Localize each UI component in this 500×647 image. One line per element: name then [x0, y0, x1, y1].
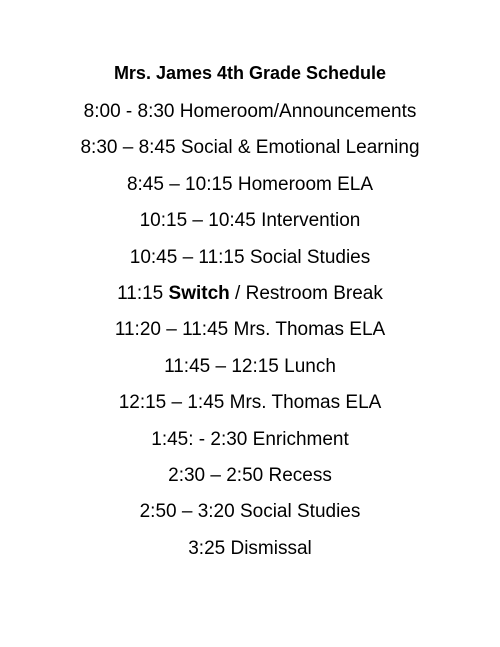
schedule-item-enrichment: 1:45: - 2:30 Enrichment: [151, 428, 349, 450]
schedule-item-mrs-thomas-ela-2: 12:15 – 1:45 Mrs. Thomas ELA: [118, 392, 382, 414]
schedule-item-social-studies-afternoon: 2:50 – 3:20 Social Studies: [139, 501, 361, 523]
switch-label: Switch: [168, 282, 230, 304]
schedule-item-intervention: 10:15 – 10:45 Intervention: [139, 210, 361, 232]
schedule-item-social-emotional-learning: 8:30 – 8:45 Social & Emotional Learning: [80, 137, 420, 159]
page-title: Mrs. James 4th Grade Schedule: [113, 63, 387, 83]
schedule-list: [0, 94, 500, 567]
schedule-item-dismissal: 3:25 Dismissal: [188, 537, 312, 559]
schedule-item-social-studies-morning: 10:45 – 11:15 Social Studies: [129, 246, 371, 268]
schedule-item-homeroom-ela: 8:45 – 10:15 Homeroom ELA: [126, 173, 374, 195]
schedule-item-mrs-thomas-ela-1: 11:20 – 11:45 Mrs. Thomas ELA: [114, 319, 386, 341]
schedule-item-recess: 2:30 – 2:50 Recess: [168, 464, 332, 486]
restroom-break-label: / Restroom Break: [229, 282, 383, 304]
switch-time: 11:15: [117, 282, 169, 304]
schedule-item-lunch: 11:45 – 12:15 Lunch: [164, 355, 336, 377]
schedule-item-switch-restroom-break: [0, 276, 500, 312]
schedule-item-homeroom-announcements: 8:00 - 8:30 Homeroom/Announcements: [83, 101, 417, 122]
